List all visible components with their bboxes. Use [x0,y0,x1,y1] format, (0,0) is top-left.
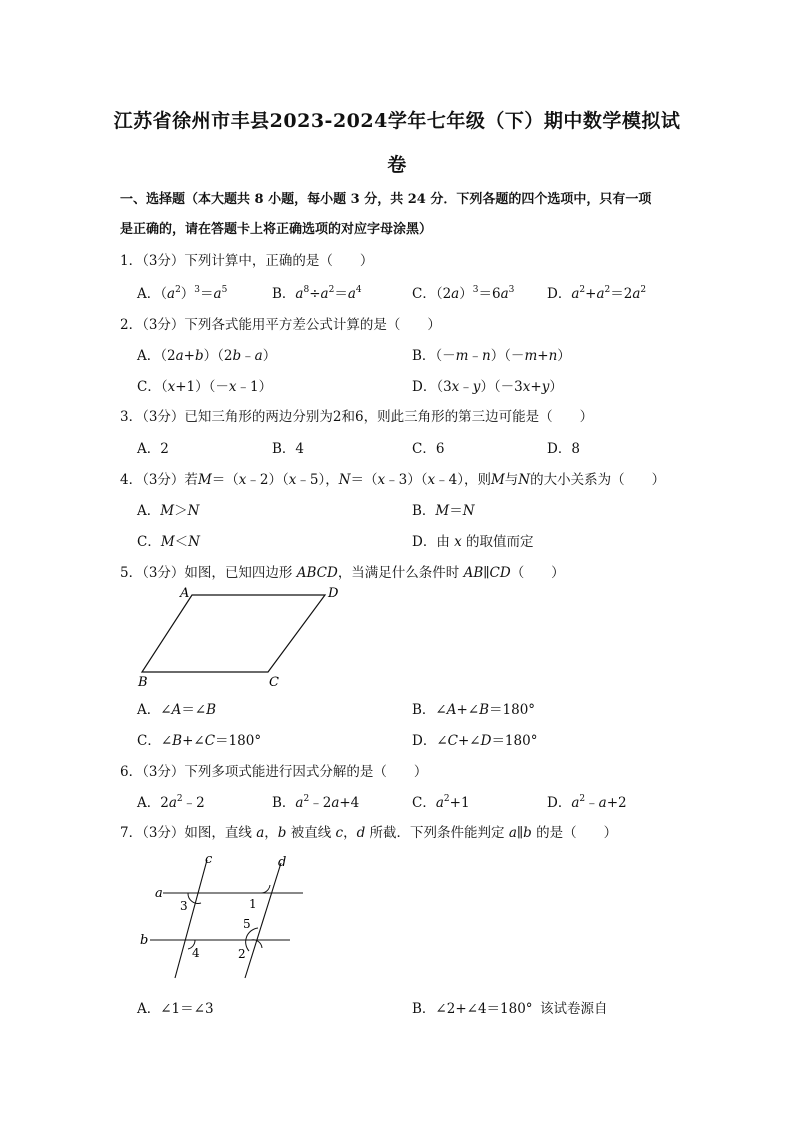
section-heading-continued: 是正确的，请在答题卡上将正确选项的对应字母涂黑） [120,222,433,237]
vertex-label-c: C [269,675,279,690]
question-3-stem: 3．（3分）已知三角形的两边分别为2和6，则此三角形的第三边可能是（ ） [120,409,594,425]
line-label-c: c [205,852,213,867]
question-6-option-b: B．$a^2﹣2a+4$ [272,794,360,811]
angle-label-1: 1 [249,897,257,911]
question-4-option-b: B．M＝N [412,503,475,519]
question-5-option-c: C．∠B+∠C＝180° [137,733,262,749]
line-label-d: d [278,855,287,870]
question-2-stem: 2．（3分）下列各式能用平方差公式计算的是（ ） [120,317,441,333]
question-3-option-a: A．2 [137,441,169,457]
question-5-option-a: A．∠A＝∠B [137,702,217,718]
line-label-b: b [140,933,149,948]
question-5-option-d: D．∠C+∠D＝180° [412,733,538,749]
vertex-label-b: B [138,675,148,690]
angle-1-arc [261,885,270,893]
question-2-option-a: A．（2a+b）（2b﹣a） [137,348,277,364]
angle-label-3: 3 [180,899,188,913]
question-2-option-d: D．（3x﹣y）（－3x+y） [412,379,563,395]
question-3-option-b: B．4 [272,441,305,457]
question-6-option-d: D．$a^2﹣a+2$ [547,794,627,811]
vertex-label-a: A [180,586,190,601]
question-1-option-a: A．$(a^2)^3=a^5$ [137,285,228,302]
question-1-option-d: D．$a^2+a^2=2a^2$ [547,285,647,302]
question-4-option-d: D．由 x 的取值而定 [412,534,534,550]
question-1-stem: 1．（3分）下列计算中，正确的是（ ） [120,253,374,269]
question-4-stem: 4．（3分）若M＝（x﹣2）（x﹣5），N＝（x﹣3）（x﹣4），则M与N的大小关系为（ ） [120,472,666,488]
question-6-stem: 6．（3分）下列多项式能进行因式分解的是（ ） [120,764,428,780]
question-2-option-c: C．（x+1）（－x﹣1） [137,379,273,395]
question-6-option-c: C．$a^2+1$ [412,794,470,811]
question-1-option-b: B．$a^8\div a^2=a^4$ [272,285,362,302]
question-1-option-c: C．$(2a)^3=6a^3$ [412,285,515,302]
watermark-text: 该试卷源自 [540,1001,608,1017]
question-6-option-a: A．$2a^2﹣2$ [137,794,205,811]
line-label-a: a [155,886,163,901]
line-c [175,860,207,978]
quadrilateral-abcd [142,595,325,672]
question-3-option-c: C．6 [412,441,445,457]
question-7-option-a: A．∠1＝∠3 [137,1001,214,1017]
question-2-option-b: B．（－m﹣n）（－m+n） [412,348,571,364]
page-title-continued: 卷 [387,154,407,176]
question-5-option-b: B．∠A+∠B＝180° [412,702,536,718]
question-4-option-c: C．M＜N [137,534,200,550]
angle-label-5: 5 [243,917,251,931]
angle-3-arc [188,893,201,903]
parallel-lines-figure [135,848,315,983]
question-4-option-a: A．M＞N [137,503,200,519]
question-7-option-b: B．∠2+∠4＝180° [412,1001,533,1017]
vertex-label-d: D [328,586,339,601]
quadrilateral-figure [130,584,350,692]
section-heading: 一、选择题（本大题共 8 小题，每小题 3 分，共 24 分．下列各题的四个选项中，只有一项 [120,192,652,207]
angle-label-4: 4 [192,946,200,960]
page-title: 江苏省徐州市丰县2023-2024学年七年级（下）期中数学模拟试 [113,110,681,132]
question-5-stem: 5．（3分）如图，已知四边形 ABCD，当满足什么条件时 AB∥CD（ ） [120,565,565,581]
angle-label-2: 2 [238,947,246,961]
question-3-option-d: D．8 [547,441,580,457]
question-7-stem: 7．（3分）如图，直线 a，b 被直线 c，d 所截．下列条件能判定 a∥b 的是（ ） [120,825,618,841]
